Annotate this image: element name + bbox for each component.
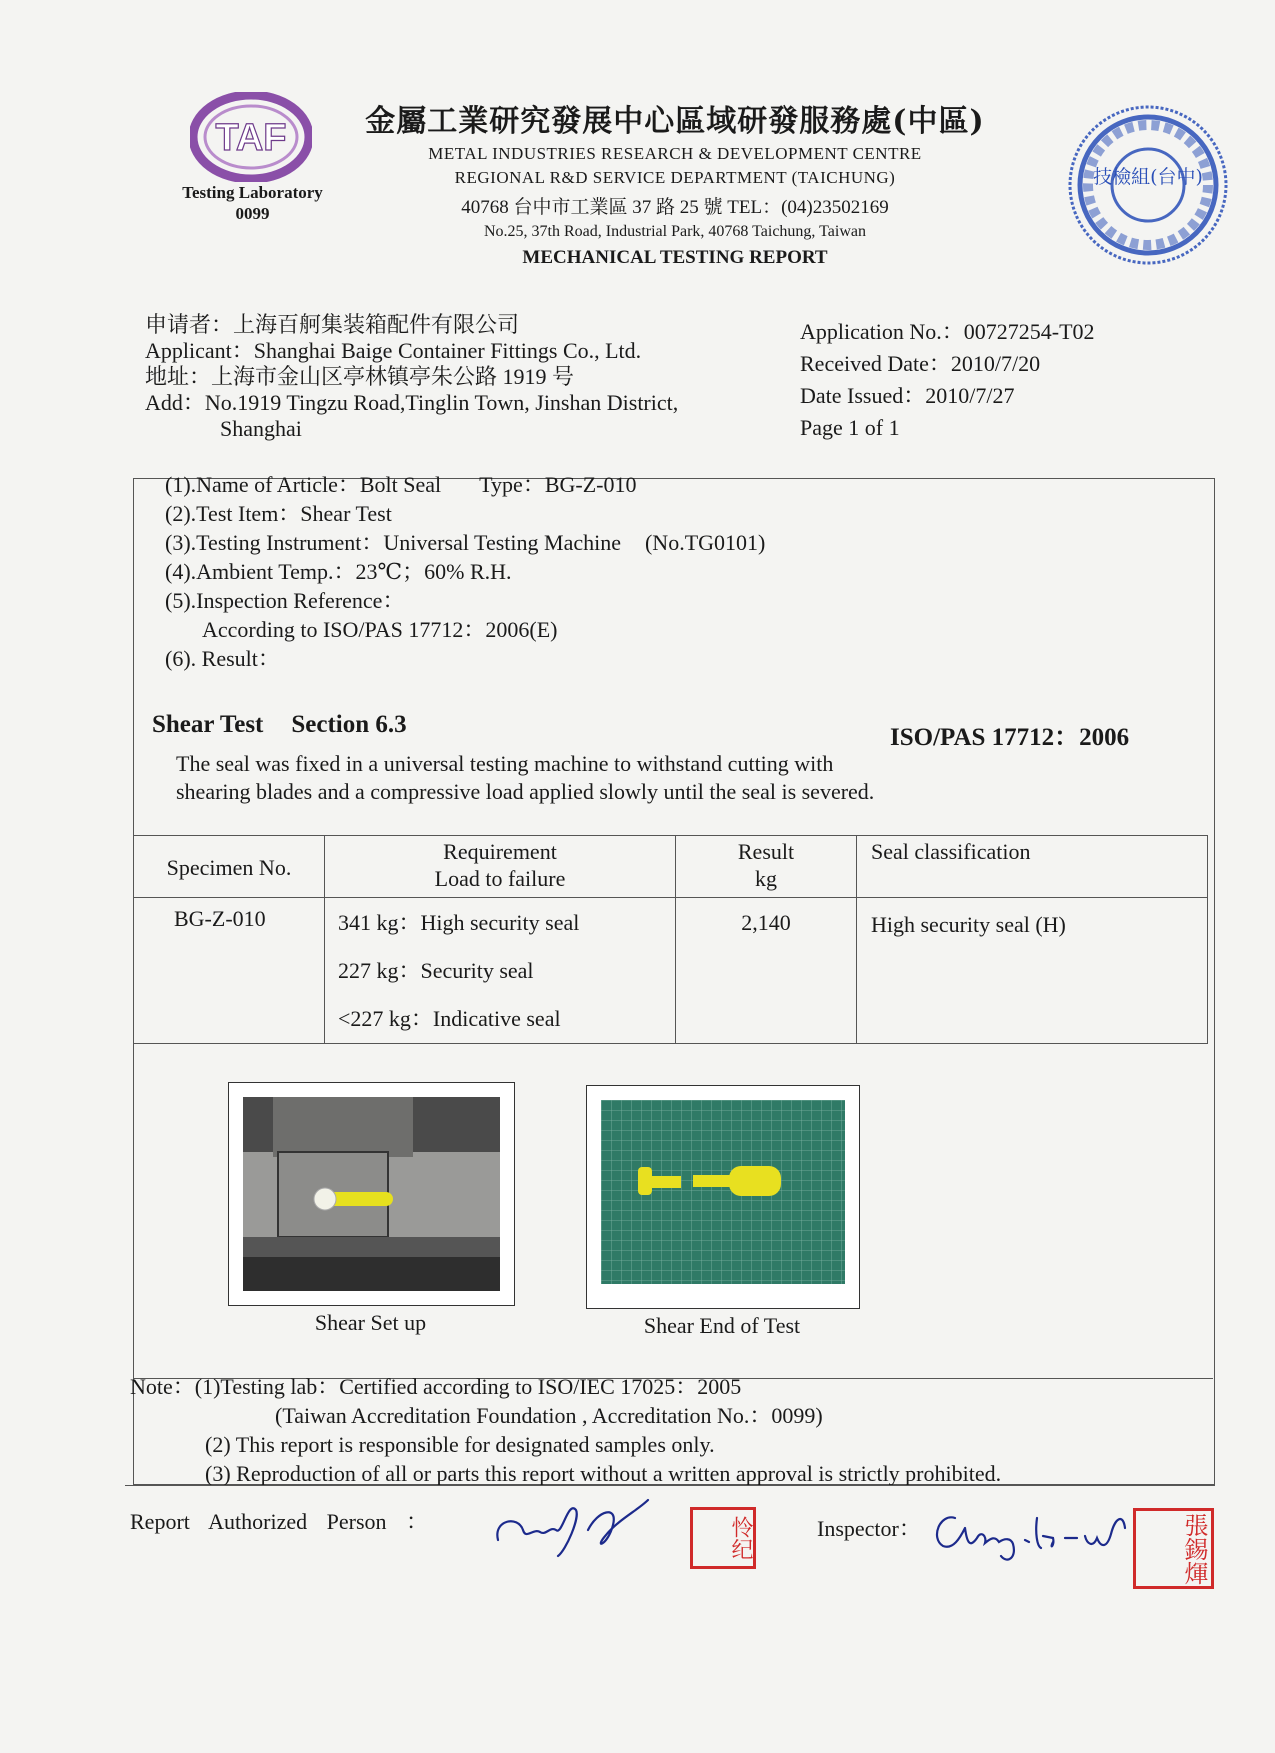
section-standard: ISO/PAS 17712：2006 [890, 724, 1130, 751]
org-name-en: METAL INDUSTRIES RESEARCH & DEVELOPMENT CENTRE [428, 144, 922, 163]
authorized-seal-text: 怜纪 [728, 1516, 753, 1560]
shear-setup-image [243, 1097, 500, 1291]
item-instrument-no: (No.TG0101) [644, 530, 766, 555]
shear-end-image [601, 1100, 845, 1284]
note-3: (3) Reproduction of all or parts this report without a written approval is strictly prohibited. [205, 1461, 1002, 1486]
report-info-block [800, 316, 1095, 444]
cell-result: 2,140 [676, 898, 857, 1044]
req-indicative: <227 kg：Indicative seal [338, 1006, 561, 1031]
inspector-seal [1133, 1508, 1214, 1589]
header-requirement: Requirement Load to failure [325, 836, 676, 898]
photo-shear-setup [228, 1082, 515, 1306]
authorized-signature [488, 1490, 678, 1560]
inspector-seal-text: 張錫煇 [1180, 1512, 1208, 1585]
official-stamp [1063, 103, 1233, 268]
applicant-block [145, 312, 785, 442]
note-1-detail: (Taiwan Accreditation Foundation , Accreditation No.：0099) [275, 1403, 823, 1428]
cell-requirement [325, 898, 676, 1044]
org-department-en: REGIONAL R&D SERVICE DEPARTMENT (TAICHUNG) [454, 168, 896, 187]
header-classification: Seal classification [857, 836, 1208, 898]
cell-specimen: BG-Z-010 [134, 898, 325, 1044]
org-address-en: No.25, 37th Road, Industrial Park, 40768 Taichung, Taiwan [483, 223, 866, 240]
item-inspection-reference: (5).Inspection Reference： [165, 588, 405, 613]
applicant-cn: 申请者：上海百舸集装箱配件有限公司 [145, 312, 520, 337]
organization-header [355, 96, 995, 269]
date-issued: Date Issued：2010/7/27 [800, 383, 1015, 408]
authorized-person-label: Report Authorized Person ： [130, 1509, 429, 1534]
taf-logo [190, 92, 312, 182]
item-according: According to ISO/PAS 17712：2006(E) [202, 617, 558, 642]
header-specimen: Specimen No. [134, 836, 325, 898]
section-description: The seal was fixed in a universal testing machine to withstand cutting with shearing blades and a compressive load applied slowly until the seal is severed. [176, 751, 875, 804]
results-table [133, 835, 1208, 1044]
section-number: Section 6.3 [291, 711, 407, 738]
page-number: Page 1 of 1 [800, 415, 900, 440]
table-row [134, 898, 1208, 1044]
caption-shear-end: Shear End of Test [643, 1313, 801, 1338]
item-type: Type：BG-Z-010 [479, 472, 637, 497]
lab-title-block [160, 182, 345, 224]
header-result: Result kg [676, 836, 857, 898]
note-2: (2) This report is responsible for designated samples only. [205, 1432, 715, 1457]
stamp-text: 技檢組(台中) [1093, 166, 1203, 188]
item-article: (1).Name of Article：Bolt Seal Type：BG-Z-010 [165, 472, 637, 497]
table-header-row [134, 836, 1208, 898]
test-items-list [165, 470, 765, 673]
caption-shear-setup: Shear Set up [314, 1310, 427, 1335]
section-test-name: Shear Test [152, 711, 264, 738]
item-result: (6). Result： [165, 646, 280, 671]
received-date: Received Date：2010/7/20 [800, 351, 1041, 376]
applicant-address-en: Add：No.1919 Tingzu Road,Tinglin Town, Jinshan District, [145, 390, 679, 415]
req-high: 341 kg：High security seal [338, 910, 580, 935]
applicant-address-en-city: Shanghai [220, 416, 302, 441]
item-ambient: (4).Ambient Temp.：23℃；60% R.H. [165, 559, 512, 584]
inspector-label: Inspector： [817, 1516, 921, 1541]
notes-divider-bottom [125, 1485, 1215, 1486]
application-number: Application No.：00727254-T02 [800, 319, 1095, 344]
lab-number: 0099 [235, 204, 270, 223]
authorized-seal [690, 1507, 756, 1569]
notes-block [130, 1372, 1001, 1488]
taf-logo-text: TAF [215, 117, 287, 159]
note-1: Note：(1)Testing lab：Certified according to ISO/IEC 17025：2005 [130, 1374, 742, 1399]
cell-classification: High security seal (H) [857, 898, 1208, 1044]
item-instrument: (3).Testing Instrument：Universal Testing Machine (No.TG0101) [165, 530, 766, 555]
inspector-signature [925, 1498, 1140, 1568]
photo-shear-end [586, 1085, 860, 1309]
report-title: MECHANICAL TESTING REPORT [522, 247, 828, 268]
lab-title: Testing Laboratory [182, 183, 323, 202]
org-address-cn: 40768 台中市工業區 37 路 25 號 TEL：(04)23502169 [461, 197, 889, 218]
section-title [152, 711, 435, 739]
item-test: (2).Test Item：Shear Test [165, 501, 392, 526]
applicant-en: Applicant：Shanghai Baige Container Fittings Co., Ltd. [145, 338, 642, 363]
applicant-address-cn: 地址：上海市金山区亭林镇亭朱公路 1919 号 [145, 364, 575, 389]
req-security: 227 kg：Security seal [338, 958, 534, 983]
org-name-cn: 金屬工業研究發展中心區域研發服務處(中區) [365, 104, 985, 139]
